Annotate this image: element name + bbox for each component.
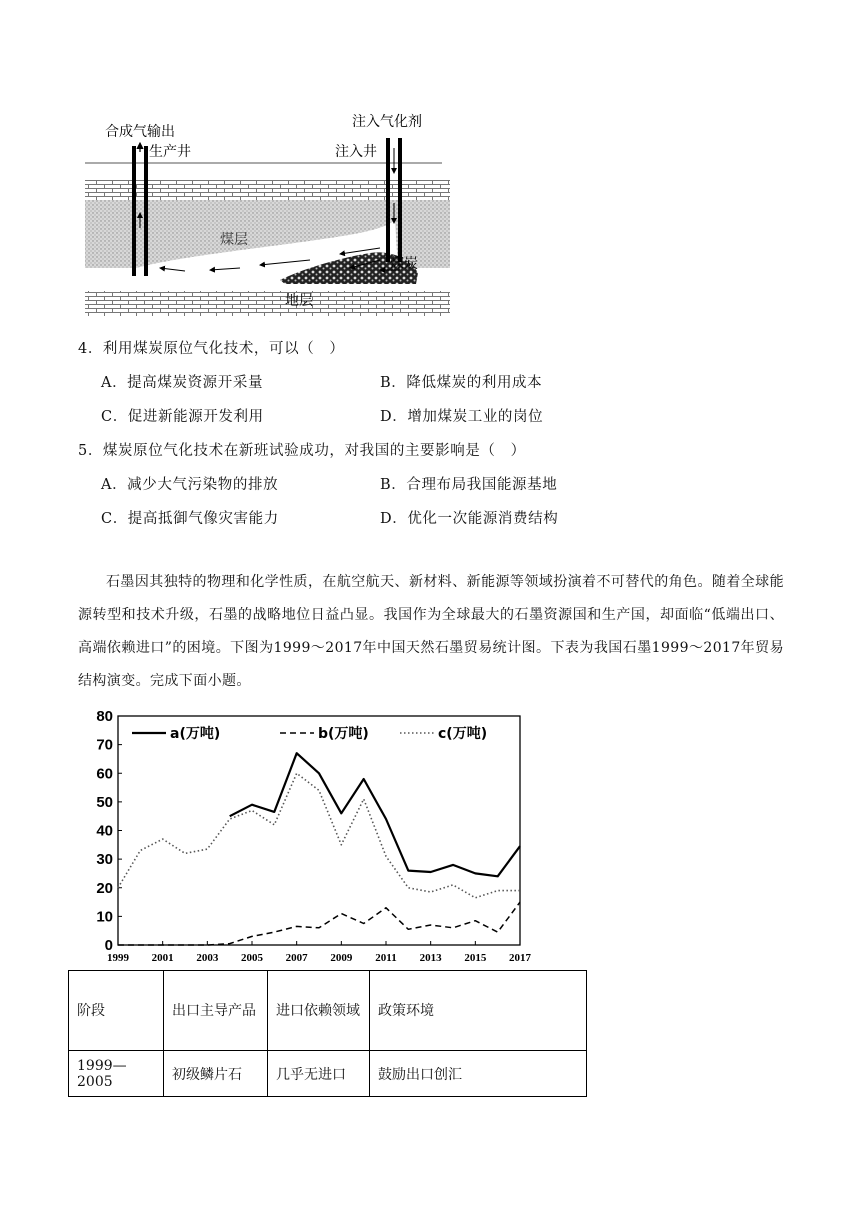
y-tick-label: 30 — [96, 851, 113, 869]
table-header-cell: 进口依赖领域 — [268, 971, 370, 1051]
x-tick-label: 2013 — [419, 952, 442, 964]
label-syngas: 合成气输出 — [105, 124, 175, 140]
graphite-passage: 石墨因其独特的物理和化学性质，在航空航天、新材料、新能源等领域扮演着不可替代的角色。随着全球能源转型和技术升级，石墨的战略地位日益凸显。我国作为全球最大的石墨资源国和生产国，却面临“低端出口、高端依赖进口”的困境。下图为1999～2017年中国天然石墨贸易统计图。下表为我国石墨1999～2017年贸易结构演变。完成下面小题。 — [78, 574, 784, 689]
y-tick-label: 50 — [96, 793, 113, 811]
graphite-trade-chart — [82, 706, 532, 968]
question-4-option-b: B．降低煤炭的利用成本 — [380, 375, 543, 391]
coal-gasification-diagram — [80, 108, 460, 320]
table-cell: 几乎无进口 — [268, 1051, 370, 1097]
question-4-option-d: D．增加煤炭工业的岗位 — [380, 409, 544, 425]
question-4-option-a: A．提高煤炭资源开采量 — [101, 375, 264, 391]
table-cell: 初级鳞片石 — [164, 1051, 268, 1097]
table-cell: 1999—2005 — [69, 1051, 164, 1097]
x-tick-label: 2003 — [196, 952, 219, 964]
y-tick-label: 40 — [96, 822, 113, 840]
question-4-option-c: C．促进新能源开发利用 — [101, 409, 264, 425]
question-5-option-a: A．减少大气污染物的排放 — [101, 477, 279, 493]
question-5-stem: 5．煤炭原位气化技术在新班试验成功，对我国的主要影响是（ ） — [78, 443, 526, 459]
x-tick-label: 2015 — [464, 952, 487, 964]
y-tick-label: 20 — [96, 879, 113, 897]
x-tick-label: 1999 — [107, 952, 129, 964]
question-5-option-c: C．提高抵御气像灾害能力 — [101, 511, 279, 527]
legend-label: b(万吨) — [318, 726, 369, 742]
question-5-option-d: D．优化一次能源消费结构 — [380, 511, 559, 527]
label-inject-agent: 注入气化剂 — [352, 114, 422, 130]
table-header-row — [69, 971, 587, 1051]
plot-frame — [118, 716, 520, 945]
series-line-b — [118, 902, 520, 945]
y-tick-label: 80 — [96, 708, 113, 725]
x-tick-label: 2017 — [509, 952, 531, 964]
table-cell: 鼓励出口创汇 — [370, 1051, 587, 1097]
series-line-a — [230, 753, 520, 876]
x-tick-label: 2009 — [330, 952, 353, 964]
label-production-well: 生产井 — [149, 144, 191, 160]
trade-structure-table — [68, 970, 587, 1097]
question-5-option-b: B．合理布局我国能源基地 — [380, 477, 558, 493]
table-header-cell: 出口主导产品 — [164, 971, 268, 1051]
y-tick-label: 0 — [104, 937, 113, 954]
label-stratum: 地层 — [285, 293, 313, 309]
x-tick-label: 2011 — [375, 952, 397, 964]
question-4-stem: 4．利用煤炭原位气化技术，可以（ ） — [78, 341, 345, 357]
x-tick-label: 2005 — [241, 952, 263, 964]
table-header-cell: 阶段 — [69, 971, 164, 1051]
table-header-cell: 政策环境 — [370, 971, 587, 1051]
legend-label: c(万吨) — [438, 726, 488, 742]
x-tick-label: 2001 — [151, 952, 174, 964]
table-row — [69, 1051, 587, 1097]
y-tick-label: 10 — [96, 908, 113, 926]
series-line-c — [118, 773, 520, 898]
x-tick-label: 2007 — [285, 952, 308, 964]
label-injection-well: 注入井 — [335, 144, 377, 160]
legend-label: a(万吨) — [170, 726, 221, 742]
label-coal-seam: 煤层 — [220, 232, 248, 248]
y-tick-label: 60 — [96, 765, 113, 783]
y-tick-label: 70 — [96, 736, 113, 754]
label-coal: 煤炭 — [390, 256, 418, 272]
